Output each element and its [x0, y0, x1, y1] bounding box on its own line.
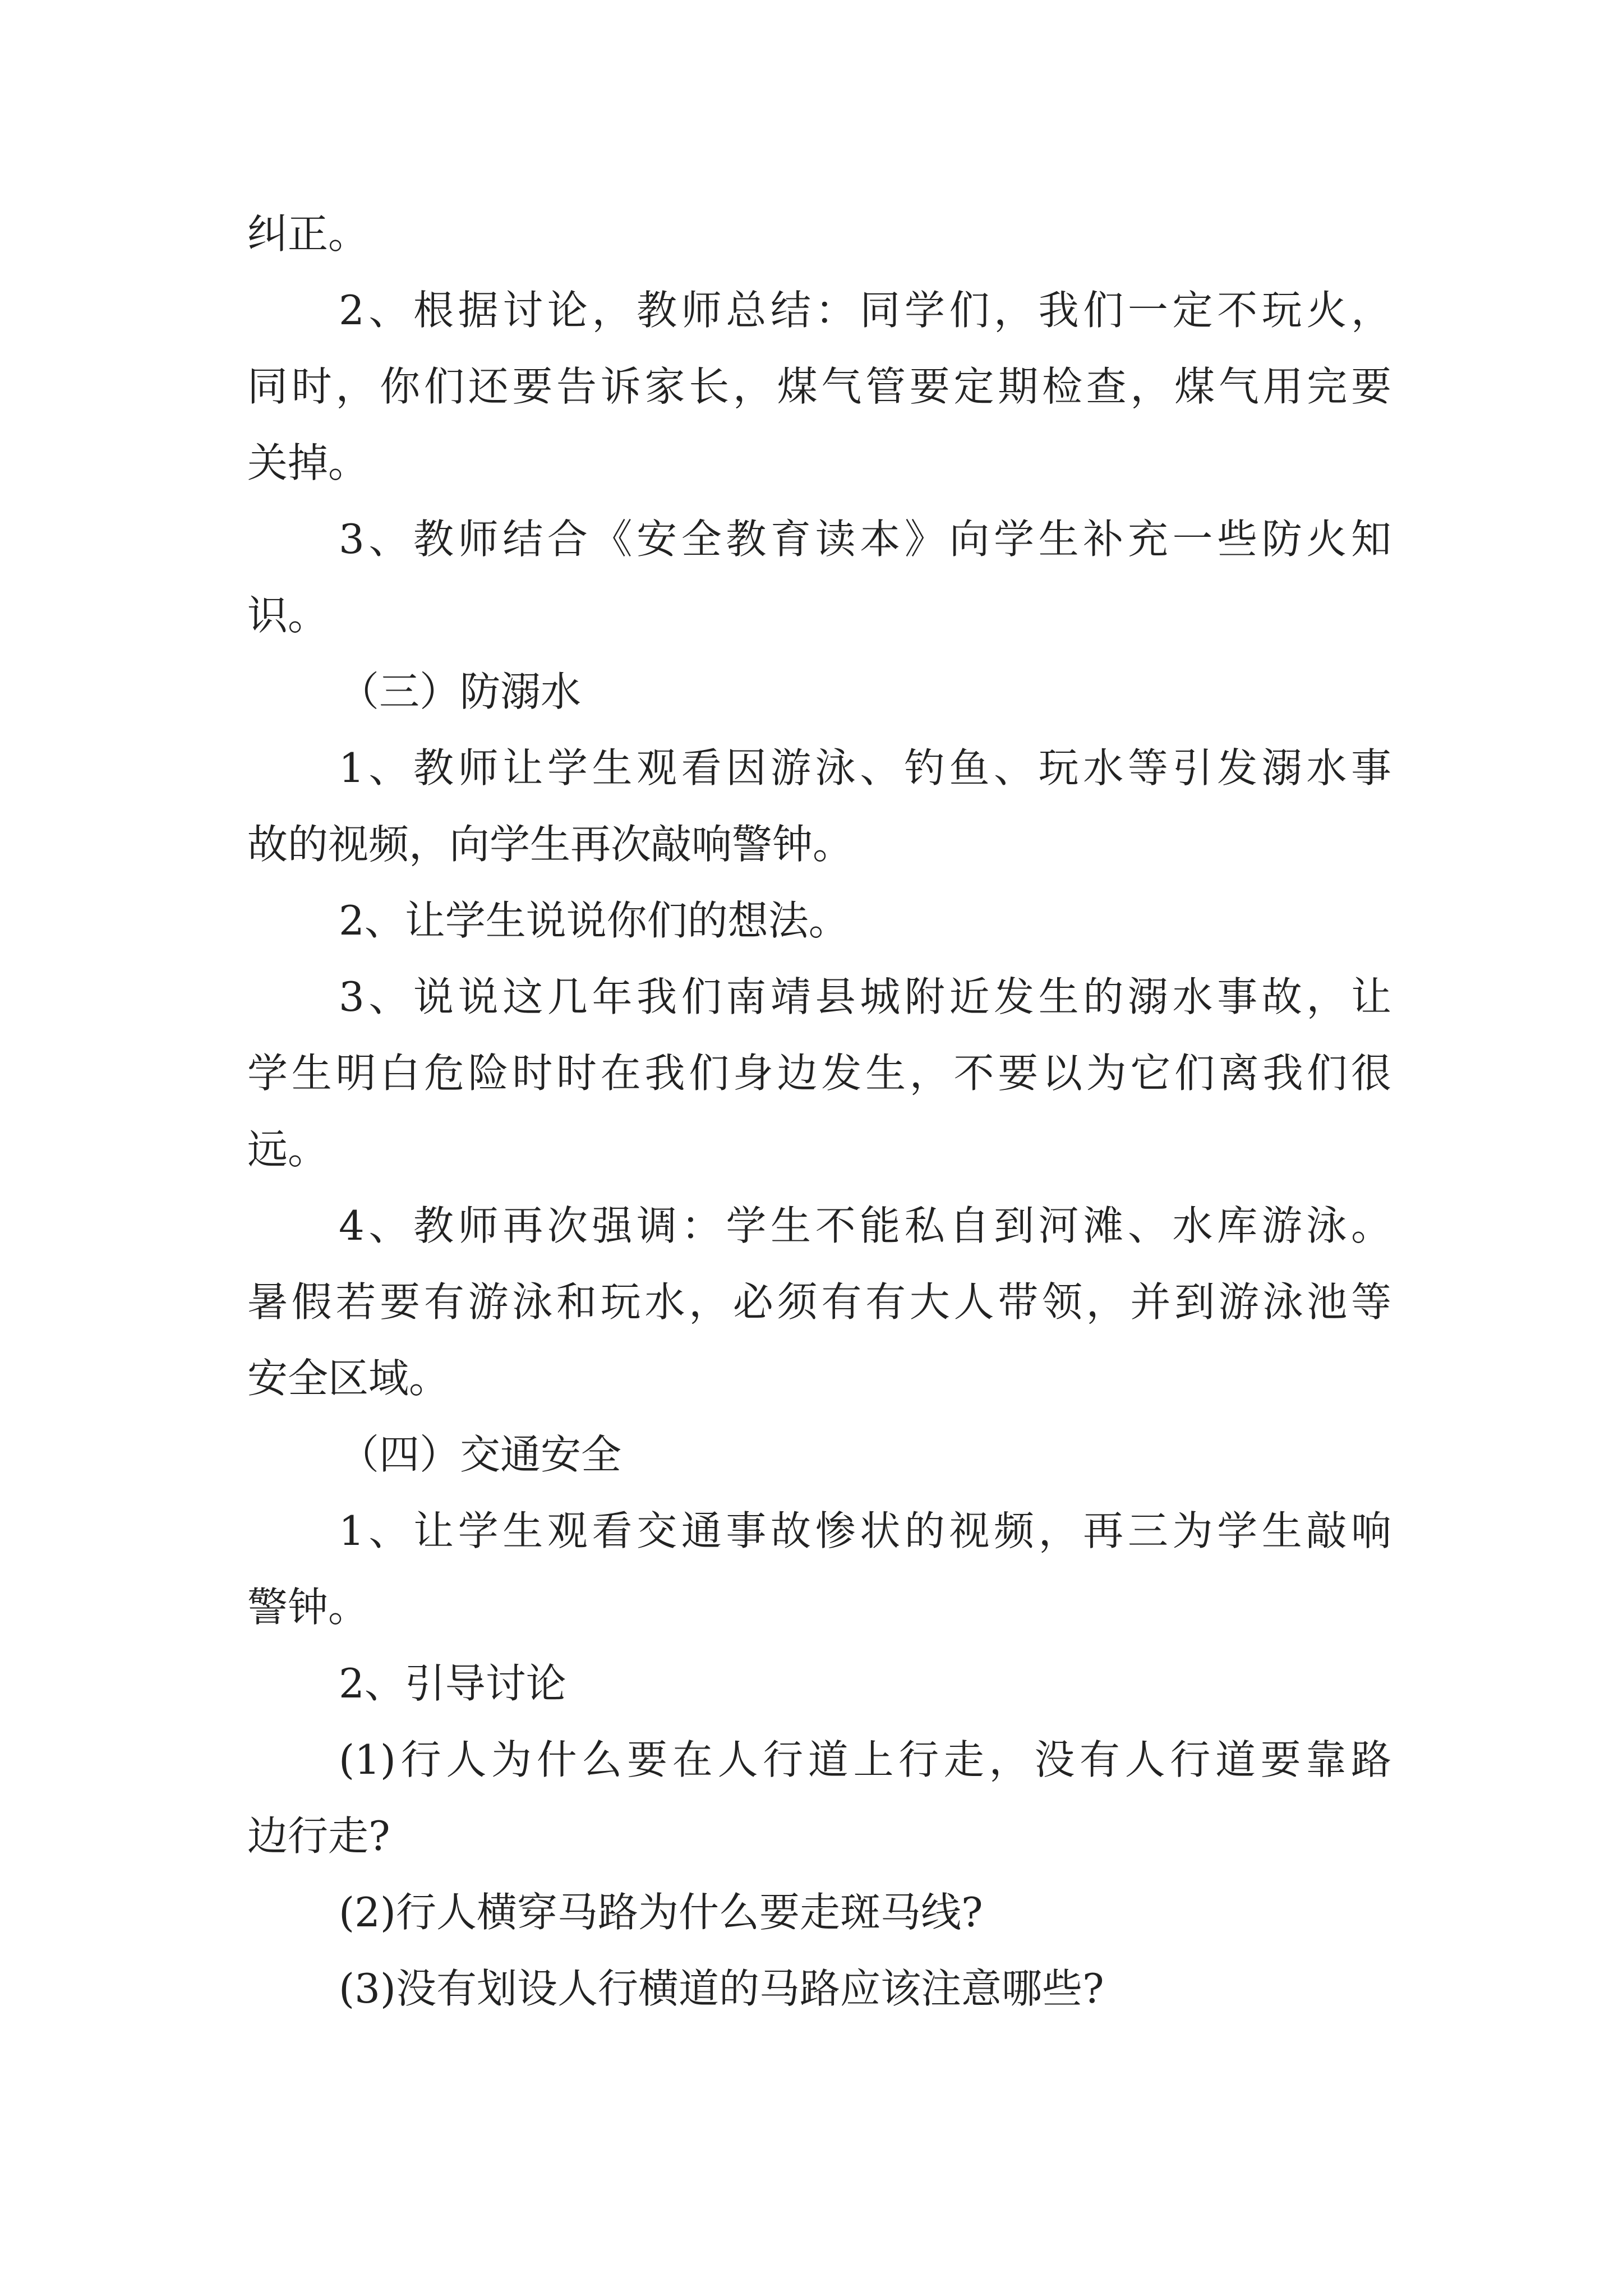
paragraph-first-line: 3、教师结合《安全教育读本》向学生补充一些防火知: [339, 516, 1391, 563]
paragraph-first-line: 2、根据讨论，教师总结：同学们，我们一定不玩火，: [339, 287, 1391, 334]
list-item-line: (3)没有划设人行横道的马路应该注意哪些?: [339, 1965, 1104, 2012]
text-line: 同时，你们还要告诉家长，煤气管要定期检查，煤气用完要: [247, 363, 1391, 410]
list-item-line: (2)行人横穿马路为什么要走斑马线?: [339, 1889, 983, 1936]
paragraph-first-line: 2、引导讨论: [339, 1660, 566, 1707]
paragraph-first-line: 4、教师再次强调：学生不能私自到河滩、水库游泳。: [339, 1202, 1391, 1249]
text-line: 故的视频，向学生再次敲响警钟。: [247, 821, 854, 868]
section-heading: （四）交通安全: [339, 1431, 622, 1478]
paragraph-first-line: 2、让学生说说你们的想法。: [339, 897, 849, 944]
section-heading: （三）防溺水: [339, 668, 582, 715]
text-line: 警钟。: [247, 1584, 369, 1631]
text-line: 安全区域。: [247, 1355, 450, 1402]
paragraph-first-line: 3、说说这几年我们南靖县城附近发生的溺水事故，让: [339, 973, 1391, 1020]
text-line: 暑假若要有游泳和玩水，必须有有大人带领，并到游泳池等: [247, 1278, 1391, 1326]
text-line: 关掉。: [247, 439, 369, 486]
list-item-line: (1)行人为什么要在人行道上行走，没有人行道要靠路: [339, 1736, 1391, 1783]
paragraph-first-line: 1、让学生观看交通事故惨状的视频，再三为学生敲响: [339, 1507, 1391, 1554]
paragraph-first-line: 1、教师让学生观看因游泳、钓鱼、玩水等引发溺水事: [339, 744, 1391, 792]
text-line: 远。: [247, 1126, 329, 1173]
text-line: 识。: [247, 592, 329, 639]
text-line: 纠正。: [247, 210, 369, 257]
text-line: 学生明白危险时时在我们身边发生，不要以为它们离我们很: [247, 1050, 1391, 1097]
text-line: 边行走?: [247, 1812, 390, 1860]
